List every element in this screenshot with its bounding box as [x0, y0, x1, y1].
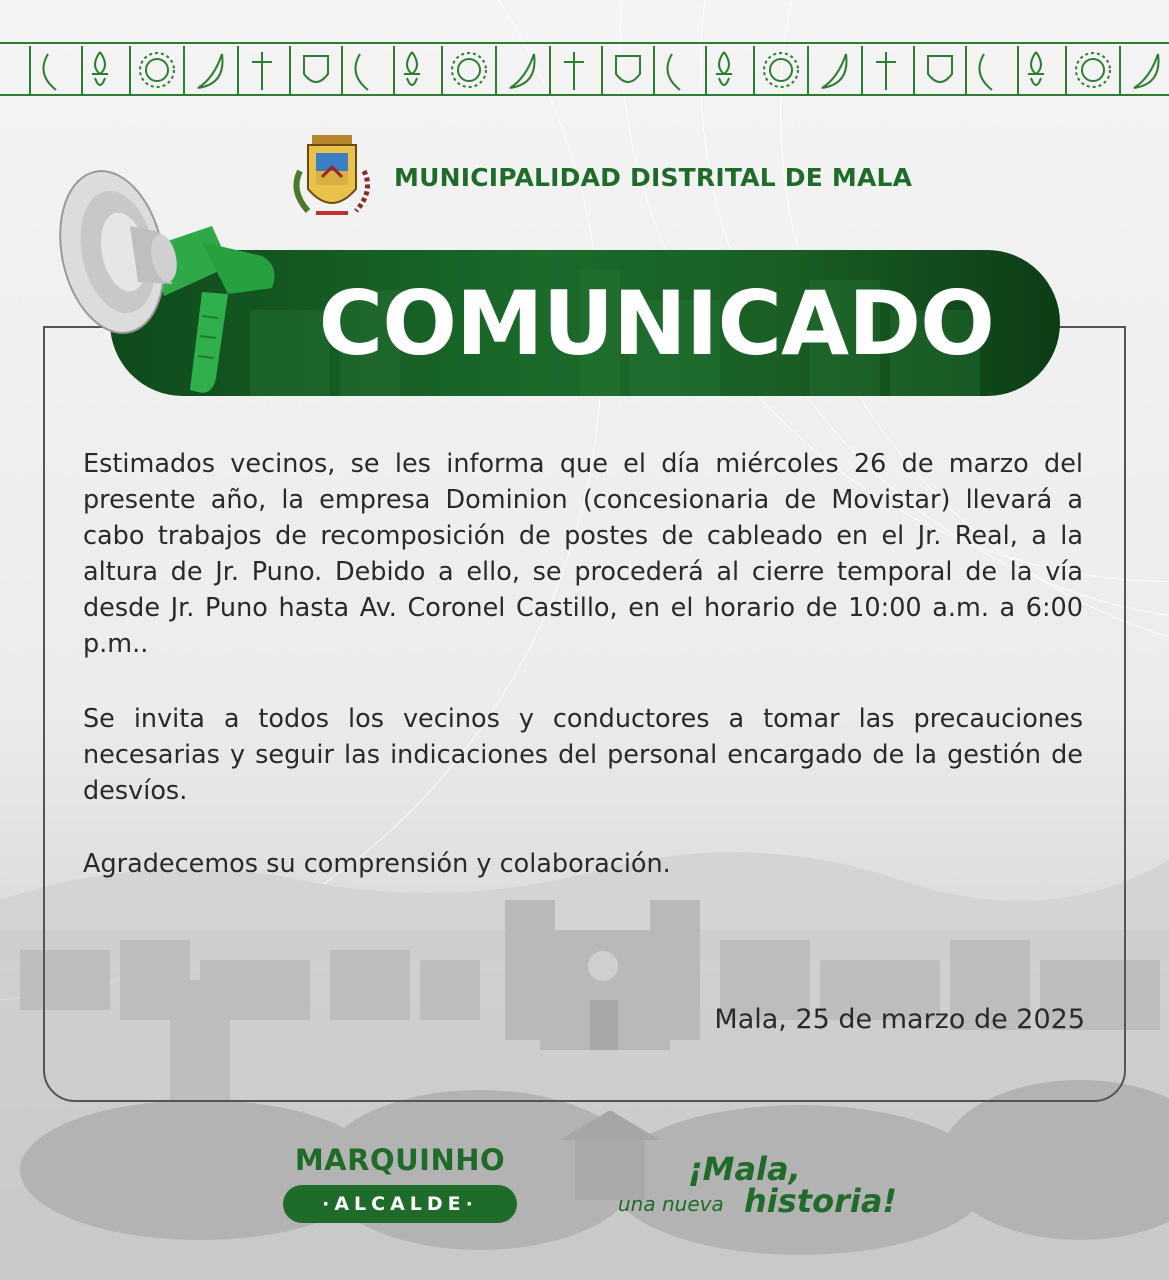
shield-icon	[304, 56, 328, 82]
notice-paragraph-1: Estimados vecinos, se les informa que el día miércoles 26 de marzo del presente año, la empresa Dominion (concesionaria de Movistar) llevará a cabo trabajos de recomposición de postes de cableado en el Jr. Real, a la altura de Jr. Puno. Debido a ello, se procederá al cierre temporal de la vía desde Jr. Puno hasta Av. Coronel Castillo, en el horario de 10:00 a.m. a 6:00 p.m..	[83, 449, 1083, 659]
banner-title: COMUNICADO	[318, 271, 994, 375]
mayor-name: MARQUINHO	[294, 1143, 506, 1177]
date-line: Mala, 25 de marzo de 2025	[714, 1004, 1085, 1035]
chili-icon	[44, 54, 57, 90]
slogan-small-text: una nueva	[618, 1192, 724, 1216]
megaphone-icon	[52, 156, 282, 406]
notice-paragraph-2: Se invita a todos los vecinos y conductores a tomar las precauciones necesarias y seguir las indicaciones del personal encargado de la gestión de desvíos.	[83, 704, 1083, 806]
slogan-big-text: historia!	[744, 1182, 898, 1220]
sun-icon	[146, 59, 168, 81]
slogan-line-1: ¡Mala,	[688, 1150, 801, 1188]
municipality-name: MUNICIPALIDAD DISTRITAL DE MALA	[394, 162, 913, 192]
header	[286, 132, 912, 222]
mayor-title-badge: ·ALCALDE·	[283, 1185, 517, 1223]
cross-icon	[252, 52, 272, 90]
pattern-icons	[0, 44, 1169, 98]
municipal-crest-icon	[286, 131, 378, 223]
decorative-pattern-band	[0, 42, 1169, 96]
notice-paragraph-3: Agradecemos su comprensión y colaboración.	[83, 849, 671, 879]
fish-icon	[92, 52, 108, 85]
chili-icon	[198, 54, 223, 88]
slogan-logo	[612, 1150, 902, 1230]
